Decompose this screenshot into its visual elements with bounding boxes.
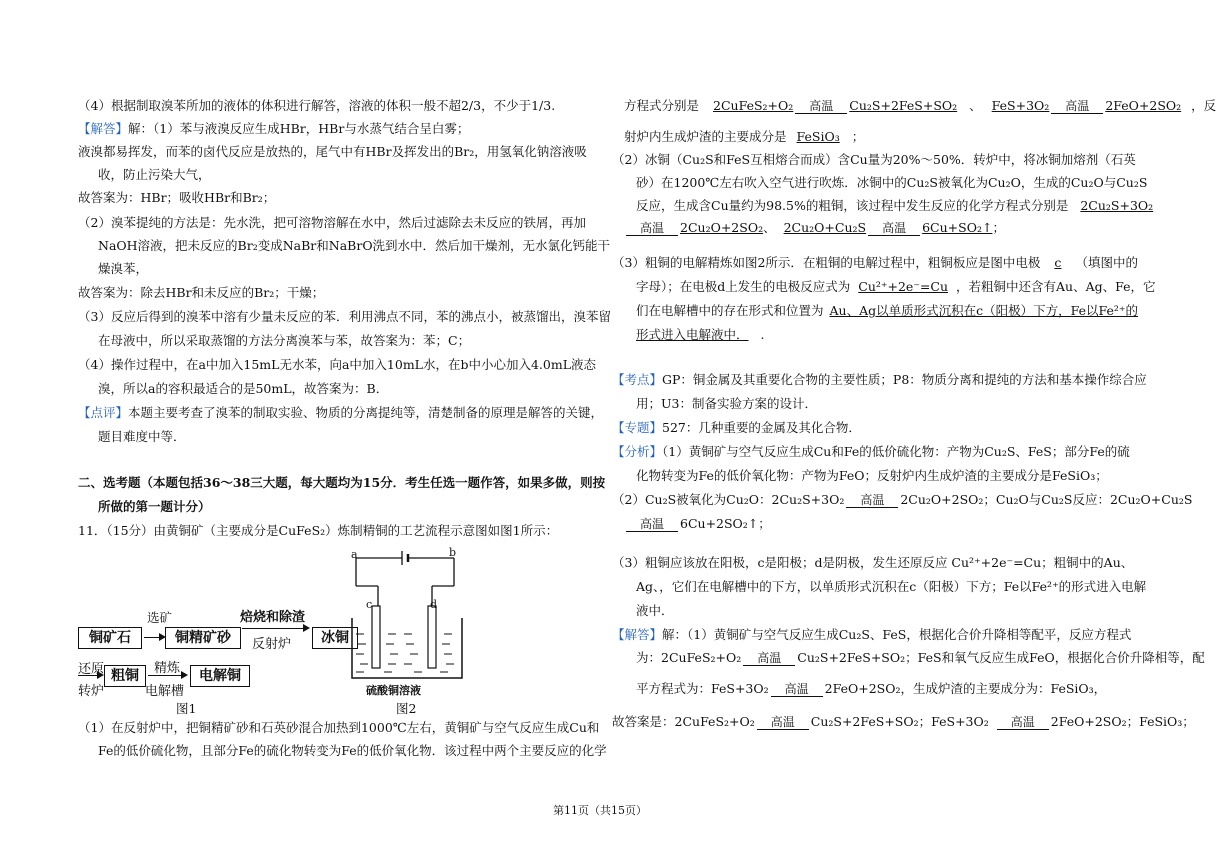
flow-label: 电解槽 [145, 684, 185, 699]
text-line: 射炉内生成炉渣的主要成分是 FeSiO₃ ； [624, 129, 865, 144]
flow-label: 反射炉 [252, 637, 292, 652]
flow-arrow [242, 628, 308, 629]
equation-line: 故答案是：2CuFeS₂+O₂ 高温 Cu₂S+2FeS+SO₂；FeS+3O₂ 高温 2FeO+2SO₂；FeSiO₃； [612, 714, 1195, 729]
text-line: （3）粗铜应该放在阳极，c是阳极；d是阴极，发生还原反应 Cu²⁺+2e⁻=Cu；粗铜中的Au、 [612, 555, 1134, 570]
question-text: （1）在反射炉中，把铜精矿砂和石英砂混合加热到1000℃左右，黄铜矿与空气反应生成Cu和 [78, 720, 600, 735]
text-line: 【点评】本题主要考查了溴苯的制取实验、物质的分离提纯等，清楚制备的原理是解答的关键， [78, 405, 604, 420]
answer-tag: 【解答】 [78, 121, 129, 136]
figure-caption: 图1 [176, 701, 197, 716]
flow-label: 选矿 [147, 610, 173, 625]
equation-line: 方程式分别是 2CuFeS₂+O₂ 高温 Cu₂S+2FeS+SO₂ 、 FeS+3O₂ 高温 2FeO+2SO₂ ，反 [624, 98, 1216, 113]
text-line: 们在电解槽中的存在形式和位置为 Au、Ag以单质形式沉积在c（阳极）下方，Fe以Fe²⁺的 [636, 303, 1139, 318]
text-line: Ag、，它们在电解槽中的下方，以单质形式沉积在c（阳极）下方；Fe以Fe²⁺的形式进入电解 [636, 579, 1147, 594]
text-line: （4）操作过程中，在a中加入15mL无水苯，向a中加入10mL水，在b中小心加入4.0mL液态 [78, 357, 597, 372]
flow-box-electrolytic-copper: 电解铜 [190, 665, 250, 687]
equation-line: （2）Cu₂S被氧化为Cu₂O：2Cu₂S+3O₂ 高温 2Cu₂O+2SO₂；Cu₂O与Cu₂S反应：2Cu₂O+Cu₂S [612, 492, 1193, 507]
flow-box-ore: 铜矿石 [78, 627, 142, 649]
electrode-label-c: c [366, 598, 373, 611]
text-line: 字母）；在电极d上发生的电极反应式为 Cu²⁺+2e⁻=Cu ，若粗铜中还含有Au、Ag、Fe，它 [636, 279, 1156, 294]
text-line: 题目难度中等． [98, 429, 186, 444]
text-line: 【解答】解：（1）苯与液溴反应生成HBr，HBr与水蒸气结合呈白雾； [78, 121, 470, 136]
text-line: 燥溴苯， [98, 261, 149, 276]
text-line: 砂）在1200℃左右吹入空气进行吹炼．冰铜中的Cu₂S被氧化为Cu₂O，生成的Cu₂O与Cu₂S [636, 175, 1148, 190]
text-line: （3）反应后得到的溴苯中溶有少量未反应的苯．利用沸点不同，苯的沸点小，被蒸馏出，溴苯留 [78, 309, 611, 324]
text-line: （2）冰铜（Cu₂S和FeS互相熔合而成）含Cu量为20%～50%．转炉中，将冰铜加熔剂（石英 [612, 152, 1136, 167]
equation-line: 平方程式为：FeS+3O₂ 高温 2FeO+2SO₂，生成炉渣的主要成分为：FeSiO₃， [636, 681, 1107, 696]
equation-line: 高温 6Cu+2SO₂↑； [624, 516, 771, 532]
flow-arrow [148, 675, 186, 676]
flow-box-matte: 冰铜 [312, 627, 358, 649]
text-line: 反应，生成含Cu量约为98.5%的粗铜，该过程中发生反应的化学方程式分别是 2Cu₂S+3O₂ [636, 198, 1154, 213]
text-line: （3）粗铜的电解精炼如图2所示．在粗铜的电解过程中，粗铜板应是图中电极 c （填图中的 [612, 255, 1138, 270]
text-line: 收，防止污染大气， [98, 167, 211, 182]
electrode-label-d: d [430, 598, 438, 611]
analysis-tag: 【分析】 [612, 444, 663, 459]
page-footer: 第11页（共15页） [553, 804, 647, 817]
flow-label: 还原 [78, 662, 105, 677]
equation-line: 高温 2Cu₂O+2SO₂、 2Cu₂O+Cu₂S 高温 6Cu+SO₂↑； [624, 220, 1005, 236]
topic-tag: 【考点】 [612, 372, 663, 387]
text-line: 故答案为：除去HBr和未反应的Br₂；干燥； [78, 285, 325, 300]
answer-tag: 【解答】 [612, 627, 663, 642]
text-line: NaOH溶液，把未反应的Br₂变成NaBr和NaBrO洗到水中．然后加干燥剂，无水氯化钙能干 [98, 238, 611, 253]
electrode-label-a: a [351, 548, 358, 561]
electrolysis-cell-diagram [344, 546, 470, 692]
solution-label: 硫酸铜溶液 [366, 684, 421, 697]
text-line: 【考点】GP：铜金属及其重要化合物的主要性质；P8：物质分离和提纯的方法和基本操作综合应 [612, 372, 1147, 387]
text-line: 在母液中，所以采取蒸馏的方法分离溴苯与苯，故答案为：苯；C； [98, 333, 471, 348]
flow-label: 精炼 [154, 661, 181, 676]
text-line: （2）溴苯提纯的方法是：先水洗，把可溶物溶解在水中，然后过滤除去未反应的铁屑，再加 [78, 215, 586, 230]
question-text: Fe的低价硫化物，且部分Fe的硫化物转变为Fe的低价氧化物．该过程中两个主要反应的化学 [98, 743, 607, 758]
figure-caption: 图2 [396, 701, 417, 716]
text-line: （4）根据制取溴苯所加的液体的体积进行解答，溶液的体积一般不超2/3，不少于1/3. [78, 98, 556, 113]
text-line: 化物转变为Fe的低价氧化物：产物为FeO；反射炉内生成炉渣的主要成分是FeSiO₃； [636, 468, 1108, 483]
section-heading: 所做的第一题计分） [98, 499, 211, 514]
flow-label: 焙烧和除渣 [240, 610, 306, 625]
text-line: 故答案为：HBr；吸收HBr和Br₂； [78, 190, 276, 205]
flow-arrow [144, 637, 164, 638]
equation-line: 为：2CuFeS₂+O₂ 高温 Cu₂S+2FeS+SO₂；FeS和氧气反应生成FeO，根据化合价升降相等，配 [636, 650, 1205, 665]
comment-tag: 【点评】 [78, 405, 129, 420]
text-line: 【专题】527：几种重要的金属及其化合物． [612, 420, 861, 435]
section-heading: 二、选考题（本题包括36～38三大题，每大题均为15分．考生任选一题作答，如果多做，则按 [78, 475, 606, 490]
electrode-label-b: b [449, 546, 457, 559]
flow-arrow [78, 675, 102, 676]
text-line: 形式进入电解液中． . [636, 327, 765, 342]
flow-box-crude-copper: 粗铜 [104, 665, 146, 687]
question-text: 11．（15分）由黄铜矿（主要成分是CuFeS₂）炼制精铜的工艺流程示意图如图1所示： [78, 523, 559, 538]
text-line: 用；U3：制备实验方案的设计． [636, 396, 817, 411]
text-line: 溴，所以a的容积最适合的是50mL，故答案为：B． [98, 381, 389, 396]
text-line: 【解答】解：（1）黄铜矿与空气反应生成Cu₂S、FeS，根据化合价升降相等配平，反应方程式 [612, 627, 1132, 642]
text-line: 液中． [636, 603, 674, 618]
text-line: 【分析】（1）黄铜矿与空气反应生成Cu和Fe的低价硫化物：产物为Cu₂S、FeS；部分Fe的硫 [612, 444, 1130, 459]
subject-tag: 【专题】 [612, 420, 663, 435]
flow-box-concentrate: 铜精矿砂 [165, 627, 241, 649]
text-line: 液溴都易挥发，而苯的卤代反应是放热的，尾气中有HBr及挥发出的Br₂，用氢氧化钠溶液吸 [78, 144, 587, 159]
flow-label: 转炉 [78, 684, 105, 699]
